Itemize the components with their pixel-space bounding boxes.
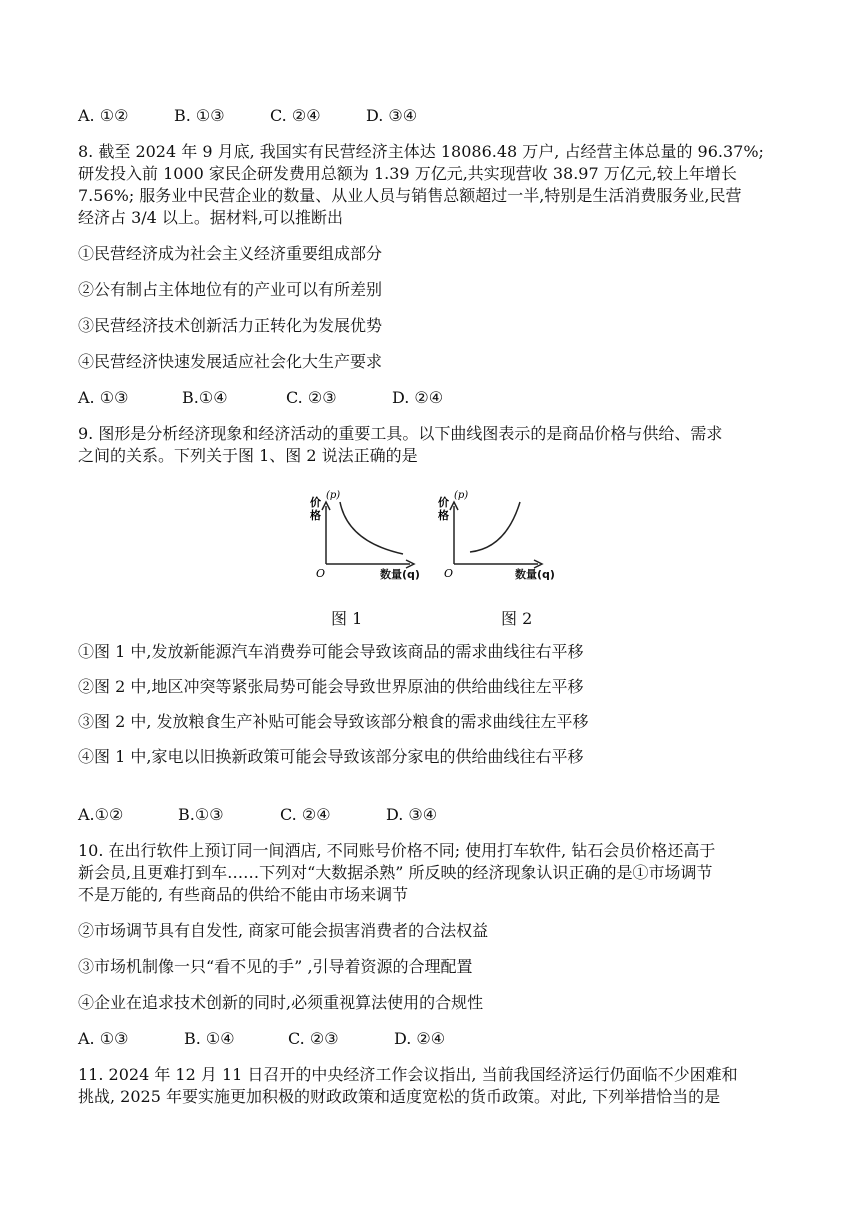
figure-2-ylabel-b: 格 [438, 509, 449, 522]
q8-stem-line: 经济占 3/4 以上。据材料,可以推断出 [78, 208, 344, 227]
q10-option-c: C. ②③ [288, 1029, 339, 1048]
q9-option-a: A.①② [78, 805, 124, 824]
q10-stem-line: 不是万能的, 有些商品的供给不能由市场来调节 [78, 885, 409, 904]
q11-stem-line: 挑战, 2025 年要实施更加积极的财政政策和适度宽松的货币政策。对此, 下列举措恰当的是 [78, 1087, 721, 1106]
q7-option-b: B. ①③ [174, 106, 225, 125]
q10-option-a: A. ①③ [78, 1029, 129, 1048]
q8-item: ④民营经济快速发展适应社会化大生产要求 [78, 352, 383, 371]
q11-stem-line: 11. 2024 年 12 月 11 日召开的中央经济工作会议指出, 当前我国经济运行仍面临不少困难和 [78, 1065, 738, 1084]
q10-item: ②市场调节具有自发性, 商家可能会损害消费者的合法权益 [78, 921, 489, 940]
q9-stem-line: 9. 图形是分析经济现象和经济活动的重要工具。以下曲线图表示的是商品价格与供给、需求 [78, 424, 723, 443]
figure-2-caption: 图 2 [501, 609, 533, 628]
q10-stem-line: 10. 在出行软件上预订同一间酒店, 不同账号价格不同; 使用打车软件, 钻石会员价格还高于 [78, 841, 716, 860]
q9-stem-line: 之间的关系。下列关于图 1、图 2 说法正确的是 [78, 446, 418, 465]
q9-item: ④图 1 中,家电以旧换新政策可能会导致该部分家电的供给曲线往右平移 [78, 747, 584, 766]
q10-item: ③市场机制像一只“看不见的手” ,引导着资源的合理配置 [78, 957, 473, 976]
q8-item: ②公有制占主体地位有的产业可以有所差别 [78, 280, 383, 299]
figure-1-xlabel: 数量(q) [380, 568, 420, 581]
q9-item: ②图 2 中,地区冲突等紧张局势可能会导致世界原油的供给曲线往左平移 [78, 677, 584, 696]
q8-options [78, 387, 443, 409]
q10-item: ④企业在追求技术创新的同时,必须重视算法使用的合规性 [78, 993, 484, 1012]
q10-option-b: B. ①④ [184, 1029, 235, 1048]
q8-item: ①民营经济成为社会主义经济重要组成部分 [78, 244, 383, 263]
figure-1-origin: O [316, 567, 326, 580]
figure-2-p-label: (p) [454, 490, 469, 501]
q9-item: ③图 2 中, 发放粮食生产补贴可能会导致该部分粮食的需求曲线往左平移 [78, 712, 589, 731]
q8-stem-line: 7.56%; 服务业中民营企业的数量、从业人员与销售总额超过一半,特别是生活消费服务业,民营 [78, 186, 742, 205]
q8-option-a: A. ①③ [78, 388, 129, 407]
figure-1-ylabel-a: 价 [310, 496, 321, 509]
q8-stem-line: 8. 截至 2024 年 9 月底, 我国实有民营经济主体达 18086.48 万户, 占经营主体总量的 96.37%; [78, 142, 764, 161]
q7-option-a: A. ①② [78, 106, 129, 125]
figure-2-xlabel: 数量(q) [515, 568, 555, 581]
q8-option-c: C. ②③ [286, 388, 337, 407]
figure-2-ylabel-a: 价 [438, 496, 449, 509]
q10-option-d: D. ②④ [394, 1029, 446, 1048]
figure-1-ylabel-b: 格 [310, 509, 321, 522]
q10-stem-line: 新会员,且更难打到车……下列对“大数据杀熟” 所反映的经济现象认识正确的是①市场调节 [78, 863, 713, 882]
q8-option-b: B.①④ [182, 388, 228, 407]
q7-option-d: D. ③④ [366, 106, 418, 125]
figure-1-p-label: (p) [326, 490, 341, 501]
q7-options [78, 105, 417, 127]
q9-option-b: B.①③ [178, 805, 224, 824]
q8-item: ③民营经济技术创新活力正转化为发展优势 [78, 316, 383, 335]
q8-stem-line: 研发投入前 1000 家民企研发费用总额为 1.39 万亿元,共实现营收 38.97 万亿元,较上年增长 [78, 164, 737, 183]
q8-option-d: D. ②④ [392, 388, 444, 407]
q9-options [78, 804, 437, 826]
q9-option-d: D. ③④ [386, 805, 438, 824]
q10-options [78, 1028, 445, 1050]
q9-item: ①图 1 中,发放新能源汽车消费券可能会导致该商品的需求曲线往右平移 [78, 642, 584, 661]
figure-2-origin: O [444, 567, 454, 580]
figure-1-caption: 图 1 [331, 609, 363, 628]
q9-option-c: C. ②④ [280, 805, 331, 824]
q7-option-c: C. ②④ [270, 106, 321, 125]
